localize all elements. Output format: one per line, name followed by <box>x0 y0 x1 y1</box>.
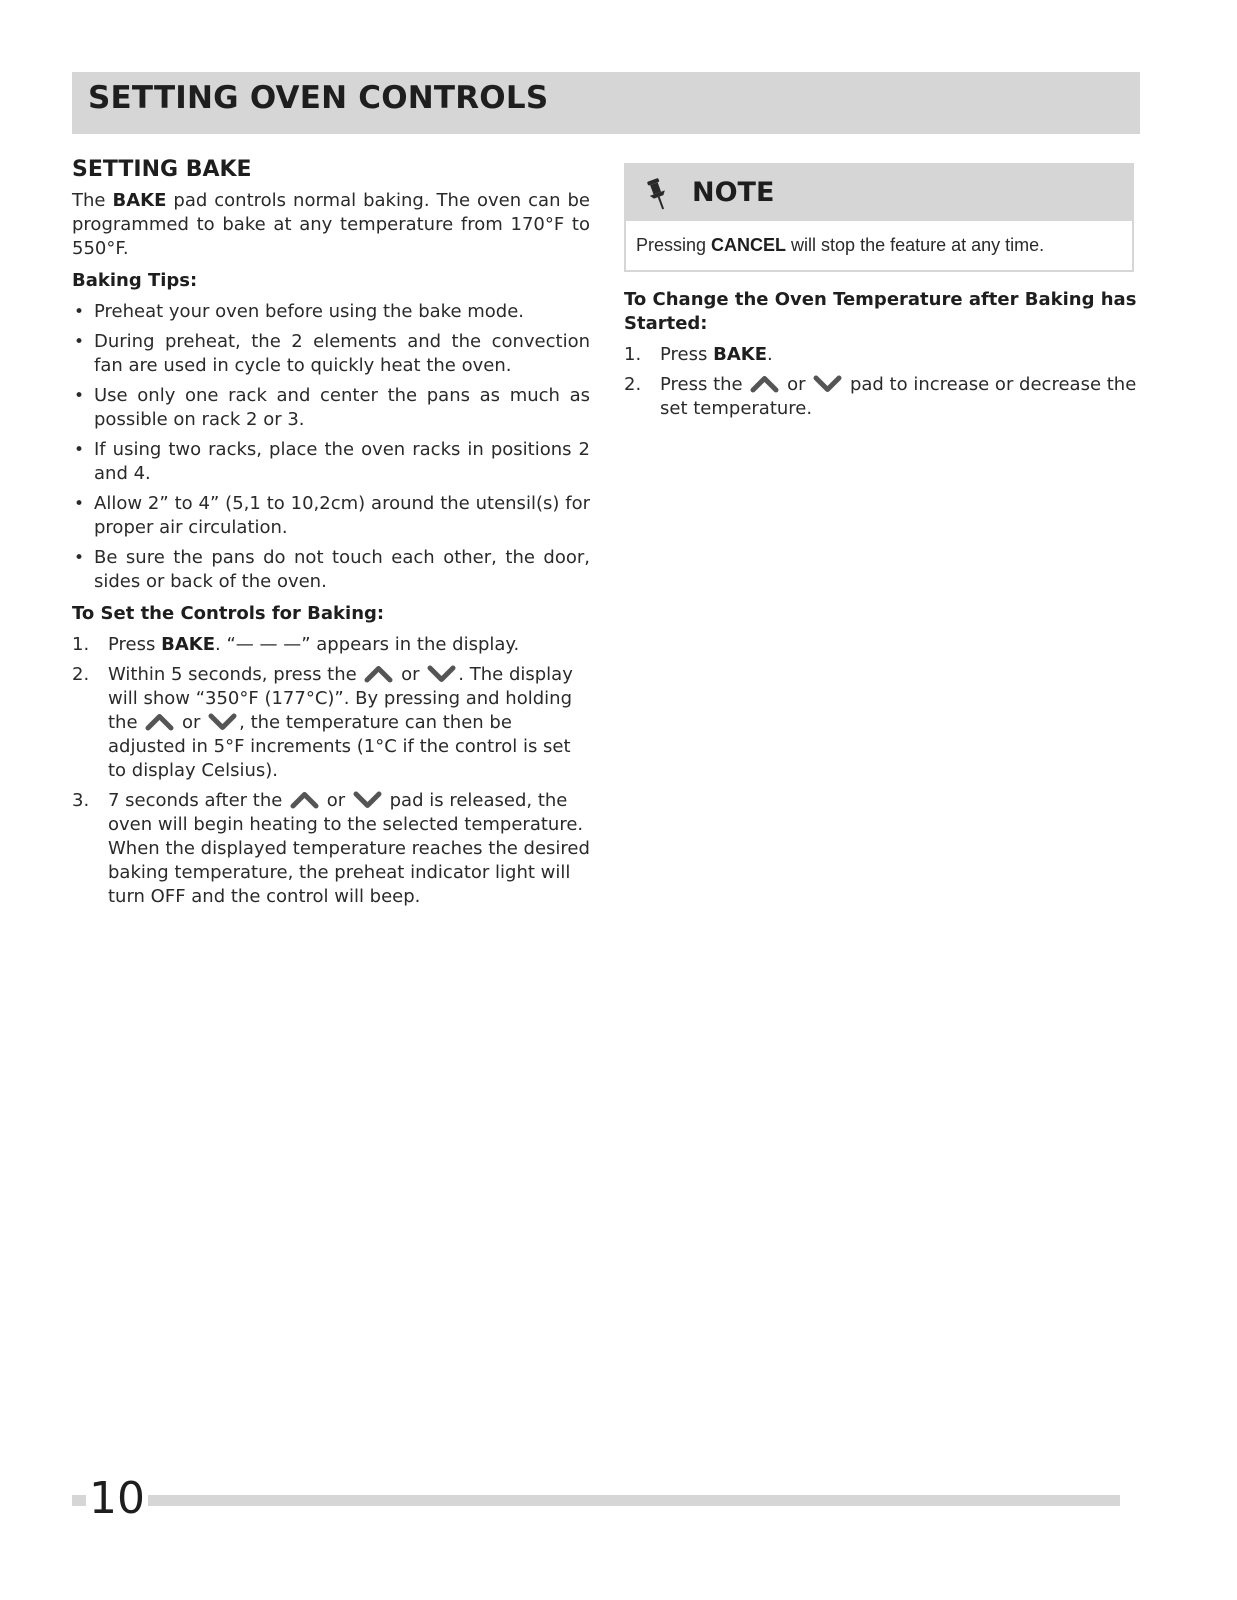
list-item <box>624 373 1140 421</box>
step-text: Press the <box>660 374 749 395</box>
step-text: or <box>321 790 351 811</box>
arrow-up-icon <box>750 375 779 393</box>
page-title: SETTING OVEN CONTROLS <box>88 80 549 116</box>
list-item: • Allow 2” to 4” (5,1 to 10,2cm) around the utensil(s) for proper air circulation. <box>72 492 590 540</box>
list-item: • Preheat your oven before using the bake mode. <box>72 300 590 324</box>
section-heading: SETTING BAKE <box>72 157 252 182</box>
cancel-keyword: CANCEL <box>711 235 787 255</box>
step-text: . <box>767 344 773 365</box>
left-column <box>72 157 590 915</box>
bake-keyword: BAKE <box>713 344 768 365</box>
note-title: NOTE <box>692 177 775 208</box>
step-text: pad is released, the oven will begin heating to the selected temperature. When the displayed temperature reaches the desired baking temperature, the preheat indicator light will turn OFF and the control will beep. <box>108 790 590 907</box>
step-number: 1. <box>624 344 642 365</box>
page-number: 10 <box>86 1474 148 1524</box>
step-text: 7 seconds after the <box>108 790 289 811</box>
step-number: 2. <box>72 664 90 685</box>
list-item: • If using two racks, place the oven racks in positions 2 and 4. <box>72 438 590 486</box>
bake-keyword: BAKE <box>112 190 167 211</box>
list-item: • Use only one rack and center the pans as much as possible on rack 2 or 3. <box>72 384 590 432</box>
header-banner <box>72 72 1140 134</box>
arrow-up-icon <box>364 665 393 683</box>
bake-keyword: BAKE <box>161 634 216 655</box>
step-text: or <box>781 374 812 395</box>
set-controls-heading: To Set the Controls for Baking: <box>72 603 385 624</box>
list-item: • During preheat, the 2 elements and the convection fan are used in cycle to quickly heat the oven. <box>72 330 590 378</box>
note-text <box>626 221 1132 270</box>
list-item <box>72 663 590 783</box>
step-number: 3. <box>72 790 90 811</box>
baking-tips-heading: Baking Tips: <box>72 270 198 291</box>
step-text: or <box>176 712 207 733</box>
list-item <box>624 343 1140 367</box>
step-number: 2. <box>624 374 642 395</box>
list-item: • Be sure the pans do not touch each other, the door, sides or back of the oven. <box>72 546 590 594</box>
arrow-down-icon <box>208 713 237 731</box>
pushpin-icon <box>646 177 670 213</box>
arrow-up-icon <box>290 791 319 809</box>
change-temp-heading: To Change the Oven Temperature after Baking has Started: <box>624 289 1137 334</box>
step-number: 1. <box>72 634 90 655</box>
change-temp-steps <box>624 343 1140 421</box>
step-text: . The display will show “350°F (177°C)”. By pressing and holding the <box>108 664 573 733</box>
intro-text-rest: pad controls normal baking. The oven can be programmed to bake at any temperature from 170°F to 550°F. <box>72 190 590 259</box>
step-text: pad to increase or decrease the set temperature. <box>660 374 1137 419</box>
step-text: Press <box>108 634 162 655</box>
arrow-down-icon <box>353 791 382 809</box>
arrow-down-icon <box>813 375 842 393</box>
arrow-down-icon <box>427 665 456 683</box>
note-box <box>624 163 1134 272</box>
step-text: Within 5 seconds, press the <box>108 664 363 685</box>
step-text: Press <box>660 344 714 365</box>
intro-text: The <box>72 190 113 211</box>
intro-paragraph <box>72 189 590 261</box>
baking-steps-list <box>72 633 590 909</box>
right-column <box>624 163 1140 427</box>
note-text-start: Pressing <box>636 235 712 255</box>
list-item <box>72 789 590 909</box>
footer-bar <box>72 1495 1120 1506</box>
note-header <box>626 165 1132 221</box>
step-text: or <box>395 664 426 685</box>
note-text-end: will stop the feature at any time. <box>786 235 1045 255</box>
step-text: . “— — —” appears in the display. <box>215 634 520 655</box>
step-text: , the temperature can then be adjusted in 5°F increments (1°C if the control is set to display Celsius). <box>108 712 571 781</box>
baking-tips-list <box>72 300 590 594</box>
list-item <box>72 633 590 657</box>
arrow-up-icon <box>145 713 174 731</box>
